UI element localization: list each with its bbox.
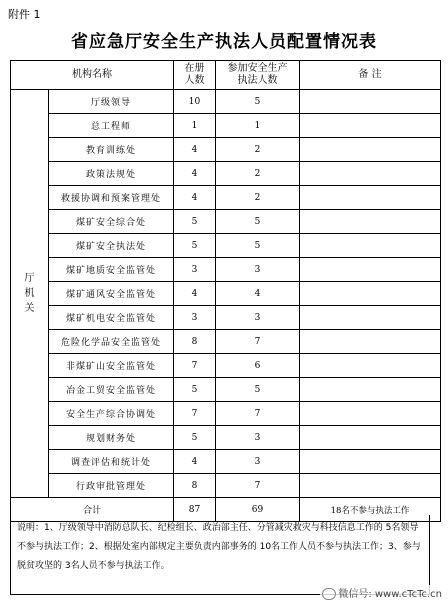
table-row: [11, 306, 441, 330]
table-row: [11, 450, 441, 474]
law-count-cell: 5: [216, 210, 300, 234]
law-count-cell: 4: [216, 282, 300, 306]
law-count-cell: 3: [216, 258, 300, 282]
unit-cell: 非煤矿山安全监管处: [49, 354, 174, 378]
note-cell: [300, 90, 441, 114]
unit-cell: 安全生产综合协调处: [49, 402, 174, 426]
table-row: [11, 186, 441, 210]
header-law: 参加安全生产 执法人数: [216, 61, 300, 90]
table-row: [11, 90, 441, 114]
header-org: 机构名称: [11, 61, 174, 90]
law-count-cell: 7: [216, 402, 300, 426]
law-count-cell: 2: [216, 162, 300, 186]
law-count-cell: 7: [216, 474, 300, 498]
header-staff: 在册 人数: [174, 61, 216, 90]
law-count-cell: 2: [216, 186, 300, 210]
unit-cell: 煤矿机电安全监管处: [49, 306, 174, 330]
unit-cell: 厅级领导: [49, 90, 174, 114]
table-row: [11, 354, 441, 378]
staff-count-cell: 5: [174, 426, 216, 450]
law-count-cell: 7: [216, 330, 300, 354]
table-row: [11, 162, 441, 186]
staff-count-cell: 1: [174, 114, 216, 138]
staff-count-cell: 4: [174, 162, 216, 186]
unit-cell: 煤矿安全综合处: [49, 210, 174, 234]
unit-cell: 行政审批管理处: [49, 474, 174, 498]
staff-count-cell: 4: [174, 186, 216, 210]
table-row: [11, 282, 441, 306]
law-count-cell: 3: [216, 306, 300, 330]
staff-count-cell: 3: [174, 258, 216, 282]
table-row: [11, 330, 441, 354]
watermark: [320, 585, 444, 600]
staff-count-cell: 10: [174, 90, 216, 114]
unit-cell: 政策法规处: [49, 162, 174, 186]
note-cell: [300, 474, 441, 498]
watermark-text: 微信号: www.cTcTc.cn: [338, 589, 442, 600]
total-law-cell: 69: [216, 498, 300, 522]
note-cell: [300, 450, 441, 474]
staff-count-cell: 5: [174, 234, 216, 258]
staff-count-cell: 7: [174, 402, 216, 426]
unit-cell: 煤矿通风安全监管处: [49, 282, 174, 306]
note-cell: [300, 114, 441, 138]
staff-count-cell: 4: [174, 450, 216, 474]
note-cell: [300, 210, 441, 234]
note-cell: [300, 402, 441, 426]
unit-cell: 规划财务处: [49, 426, 174, 450]
unit-cell: 调查评估和统计处: [49, 450, 174, 474]
staff-count-cell: 8: [174, 330, 216, 354]
total-note-cell: 18名不参与执法工作: [300, 498, 441, 522]
unit-cell: 救援协调和预案管理处: [49, 186, 174, 210]
wechat-icon: [322, 588, 336, 600]
note-cell: [300, 354, 441, 378]
note-cell: [300, 282, 441, 306]
note-cell: [300, 186, 441, 210]
total-label: 合计: [11, 498, 174, 522]
staff-count-cell: 5: [174, 210, 216, 234]
law-count-cell: 5: [216, 90, 300, 114]
law-count-cell: 5: [216, 234, 300, 258]
law-count-cell: 3: [216, 426, 300, 450]
note-cell: [300, 330, 441, 354]
unit-cell: 煤矿安全执法处: [49, 234, 174, 258]
law-count-cell: 5: [216, 378, 300, 402]
law-count-cell: 3: [216, 450, 300, 474]
staff-count-cell: 7: [174, 354, 216, 378]
staff-count-cell: 3: [174, 306, 216, 330]
table-row: [11, 114, 441, 138]
unit-cell: 总工程师: [49, 114, 174, 138]
total-staff-cell: 87: [174, 498, 216, 522]
note-cell: [300, 162, 441, 186]
staff-count-cell: 4: [174, 282, 216, 306]
note-cell: [300, 426, 441, 450]
staff-count-cell: 5: [174, 378, 216, 402]
note-cell: [300, 138, 441, 162]
table-header-row: [11, 61, 441, 90]
table-row: [11, 258, 441, 282]
unit-cell: 危险化学品安全监管处: [49, 330, 174, 354]
document-title: 省应急厅安全生产执法人员配置情况表: [71, 32, 377, 52]
table-row: [11, 474, 441, 498]
table-row: [11, 138, 441, 162]
footnote: 说明：1、厅级领导中消防总队长、纪检组长、政治部主任、分管减灾救灾与科技信息工作的 5名领导不参与执法工作；2、根据处室内部规定主要负责内部事务的 10名工作人员不参与执法工作；3、参与脱贫攻坚的 3名人员不参与执法工作。: [10, 515, 430, 595]
table-row: [11, 426, 441, 450]
table-row: [11, 378, 441, 402]
staff-count-cell: 4: [174, 138, 216, 162]
law-count-cell: 6: [216, 354, 300, 378]
unit-cell: 煤矿地质安全监管处: [49, 258, 174, 282]
law-count-cell: 1: [216, 114, 300, 138]
law-count-cell: 2: [216, 138, 300, 162]
table-body: [11, 90, 441, 522]
unit-cell: 教育训练处: [49, 138, 174, 162]
unit-cell: 冶金工贸安全监管处: [49, 378, 174, 402]
table-row: [11, 210, 441, 234]
note-cell: [300, 306, 441, 330]
table-row: [11, 402, 441, 426]
attachment-label: 附件 1: [8, 8, 41, 21]
note-cell: [300, 258, 441, 282]
category-cell: 厅 机 关: [11, 90, 49, 498]
header-note: 备 注: [300, 61, 441, 90]
note-cell: [300, 378, 441, 402]
table-row: [11, 234, 441, 258]
staff-count-cell: 8: [174, 474, 216, 498]
note-cell: [300, 234, 441, 258]
staff-allocation-table: [10, 60, 441, 522]
